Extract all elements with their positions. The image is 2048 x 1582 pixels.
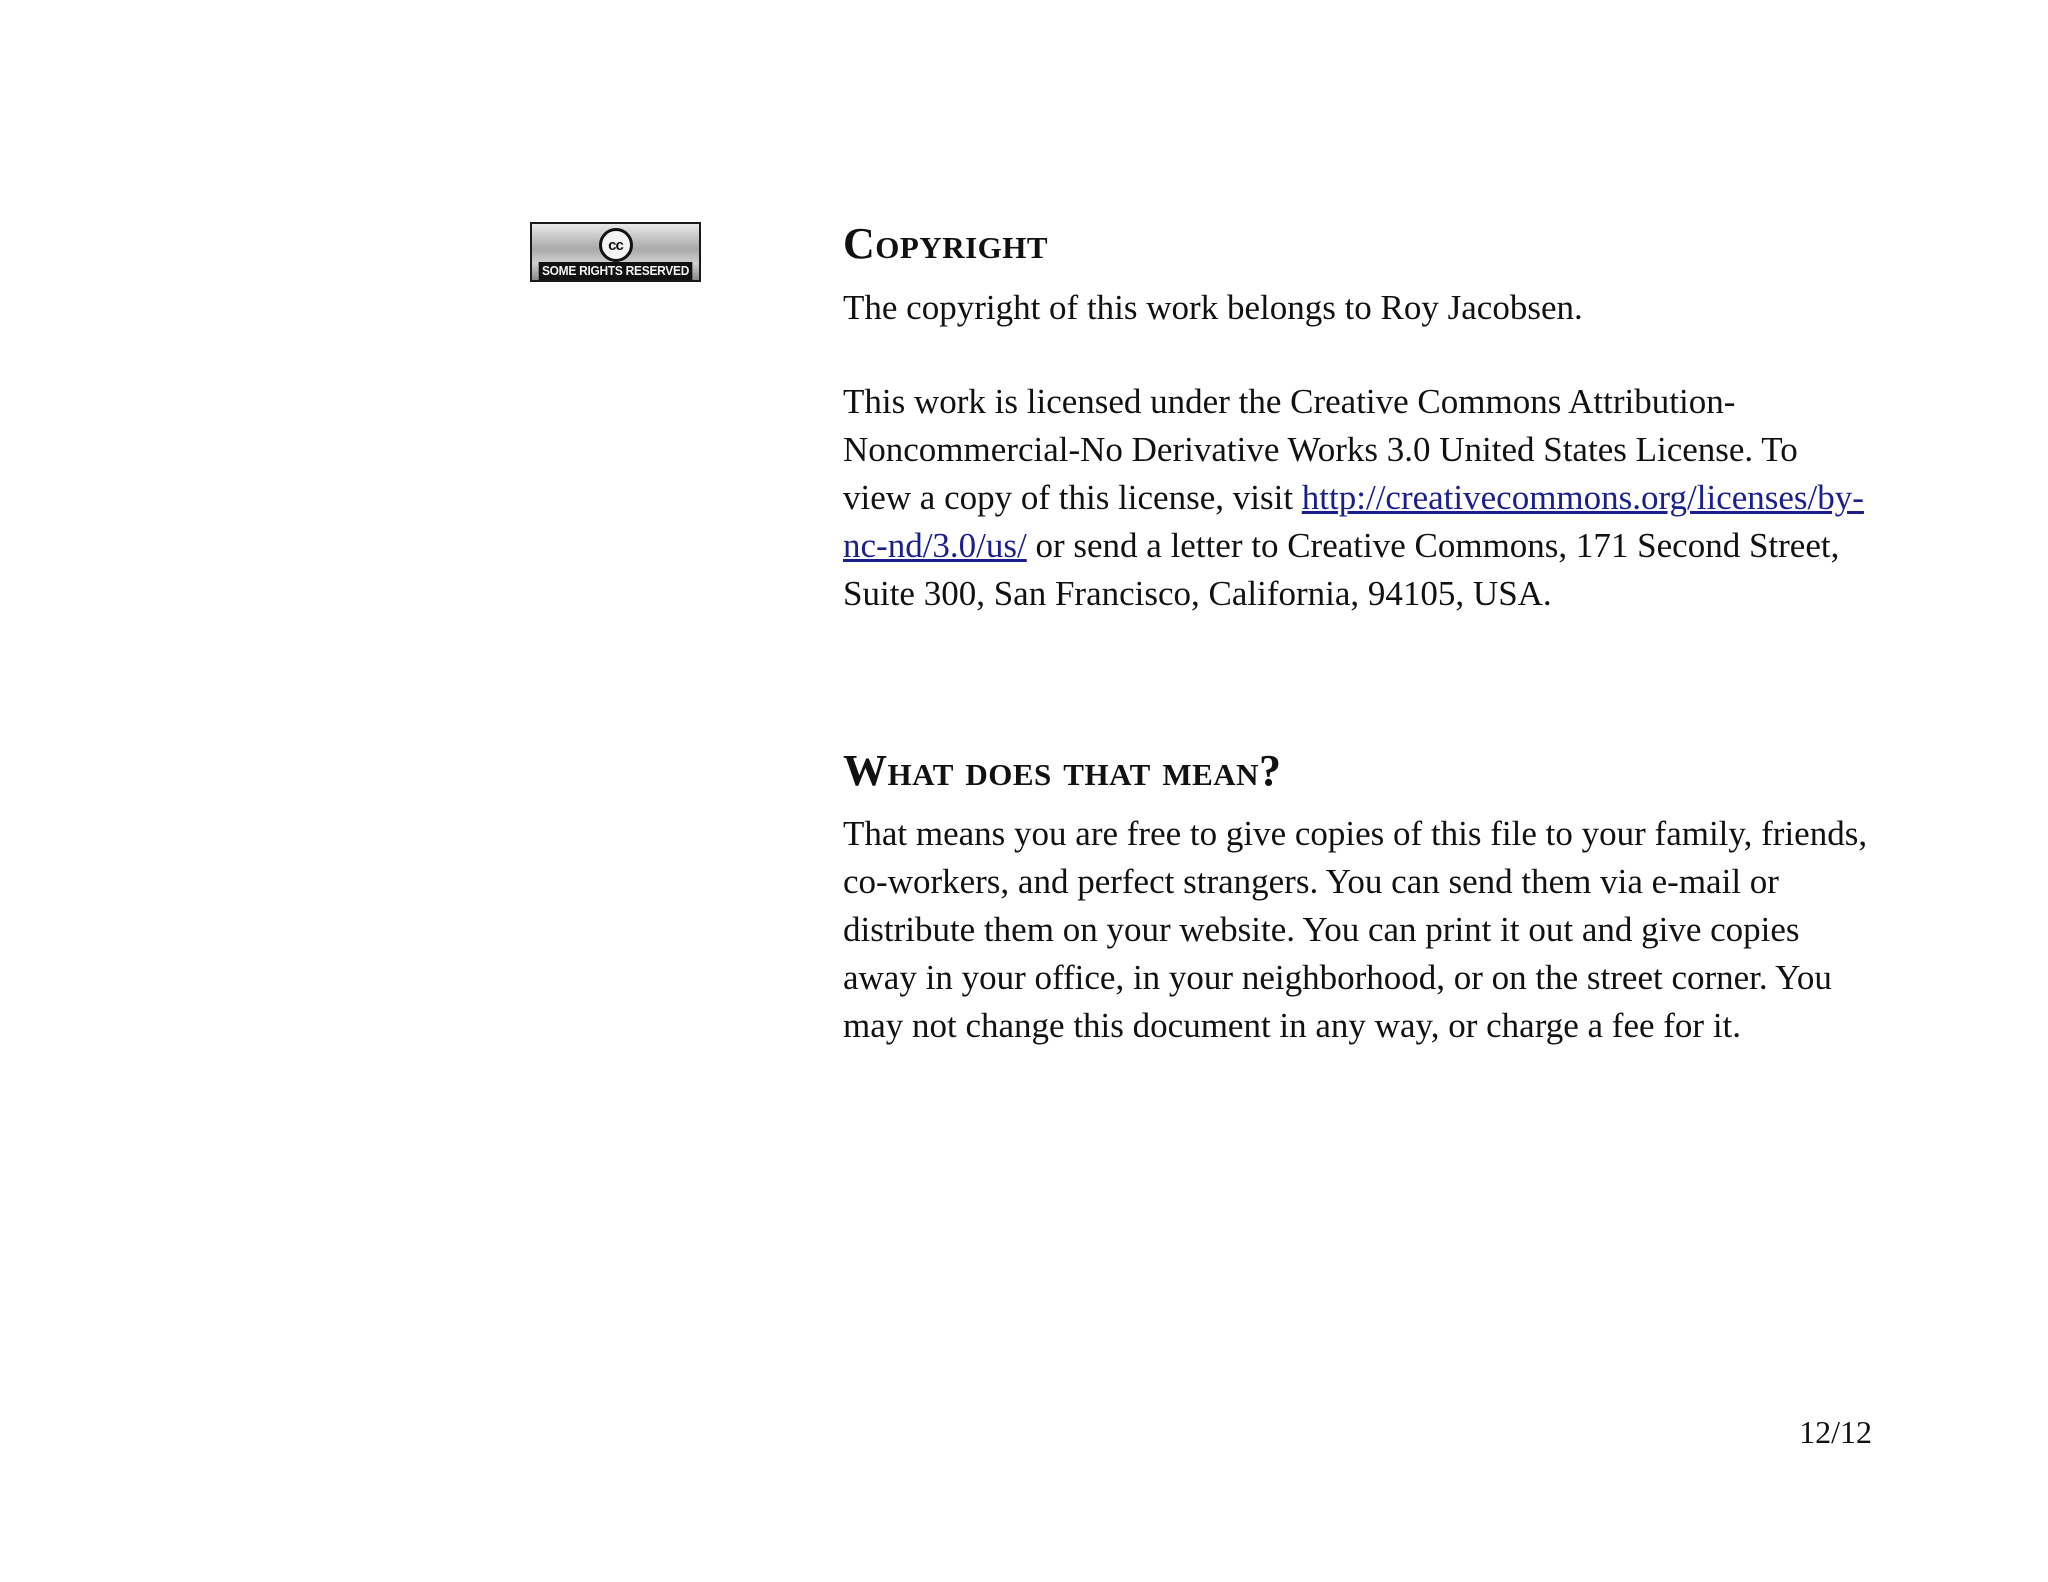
creative-commons-badge[interactable] <box>530 222 701 282</box>
cc-logo-icon: cc <box>599 228 633 262</box>
meaning-paragraph: That means you are free to give copies of this file to your family, friends, co-workers, and perfect strangers. You can send them via e-mail or distribute them on your website. You can print it out and give copies away in your office, in your neighborhood, or on the street corner. You may not change this document in any way, or charge a fee for it. <box>843 814 1868 1045</box>
meaning-heading: What does that mean? <box>843 746 1282 795</box>
copyright-heading: Copyright <box>843 219 1049 268</box>
license-text-after-link: or send a letter to Creative Commons, 171 Second Street, Suite 300, San Francisco, California, 94105, USA. <box>843 526 1840 613</box>
copyright-owner-text: The copyright of this work belongs to Roy Jacobsen. <box>843 288 1583 327</box>
page-number: 12/12 <box>1799 1414 1872 1450</box>
some-rights-reserved-label: SOME RIGHTS RESERVED <box>539 262 693 280</box>
license-text-before-link: This work is licensed under the Creative Commons Attribution-Noncommercial-No Derivative Works 3.0 United States License. To view a copy of this license, visit <box>843 382 1798 517</box>
license-url-link[interactable]: http://creativecommons.org/licenses/by-nc-nd/3.0/us/ <box>843 478 1864 565</box>
license-paragraph <box>843 378 1873 618</box>
